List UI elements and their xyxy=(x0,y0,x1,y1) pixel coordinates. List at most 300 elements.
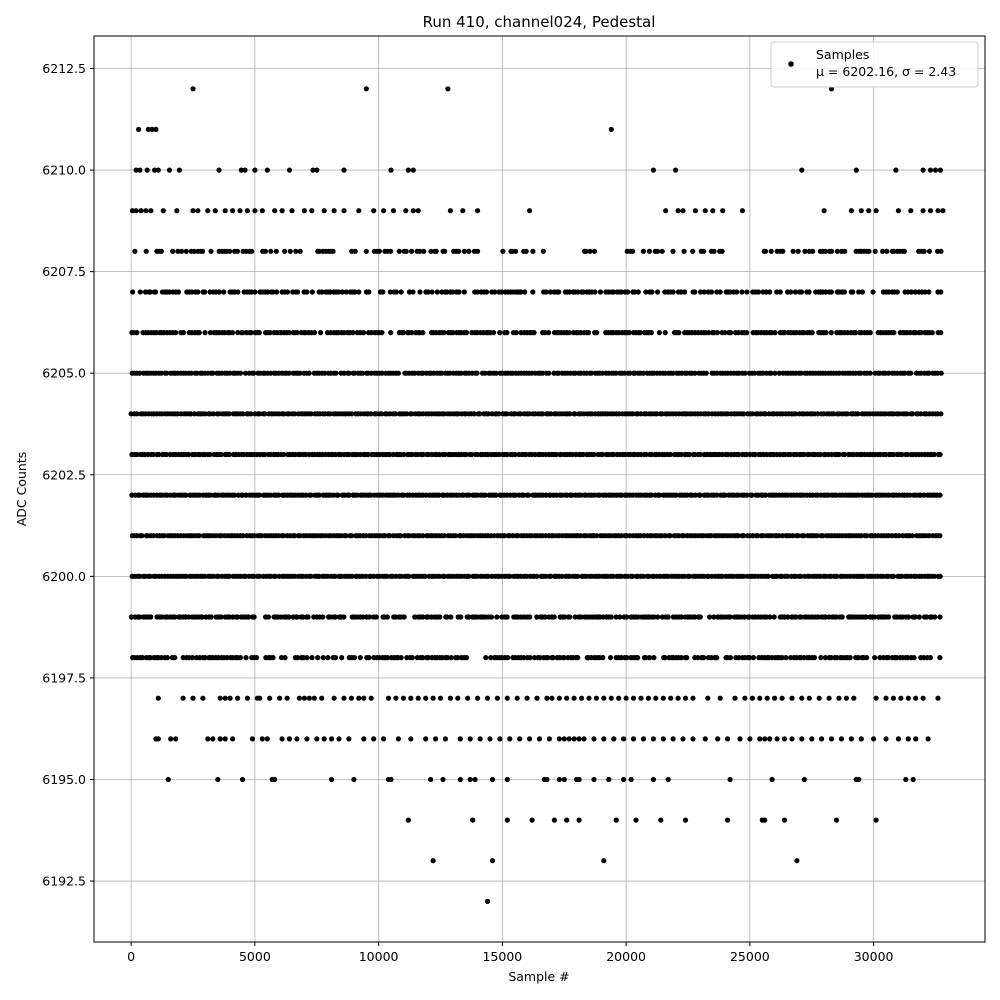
data-point xyxy=(673,168,678,173)
data-point xyxy=(709,289,714,294)
data-point xyxy=(331,249,336,254)
data-point xyxy=(921,696,926,701)
data-point xyxy=(448,696,453,701)
y-tick-label: 6195.0 xyxy=(42,771,86,787)
data-point xyxy=(249,249,254,254)
data-point xyxy=(728,655,733,660)
data-point xyxy=(464,330,469,335)
data-point xyxy=(257,330,262,335)
data-point xyxy=(272,208,277,213)
data-point xyxy=(896,208,901,213)
data-point xyxy=(333,371,338,376)
data-point xyxy=(505,655,510,660)
data-point xyxy=(470,818,475,823)
data-point xyxy=(314,168,319,173)
data-point xyxy=(438,696,443,701)
data-point xyxy=(631,696,636,701)
data-point xyxy=(310,289,315,294)
data-point xyxy=(891,330,896,335)
data-point xyxy=(928,168,933,173)
data-point xyxy=(532,330,537,335)
data-point xyxy=(159,249,164,254)
data-point xyxy=(416,696,421,701)
data-point xyxy=(449,655,454,660)
data-point xyxy=(866,249,871,254)
data-point xyxy=(883,736,888,741)
data-point xyxy=(411,208,416,213)
data-point xyxy=(552,818,557,823)
data-point xyxy=(371,208,376,213)
data-point xyxy=(307,371,312,376)
y-tick-label: 6205.0 xyxy=(42,365,86,381)
data-point xyxy=(802,777,807,782)
data-point xyxy=(442,249,447,254)
data-point xyxy=(938,249,943,254)
data-point xyxy=(817,696,822,701)
data-point xyxy=(230,736,235,741)
data-point xyxy=(842,289,847,294)
data-point xyxy=(725,818,730,823)
y-tick-label: 6210.0 xyxy=(42,162,86,178)
data-point xyxy=(527,614,532,619)
data-point xyxy=(287,168,292,173)
data-point xyxy=(780,249,785,254)
data-point xyxy=(179,249,184,254)
data-point xyxy=(544,777,549,782)
data-point xyxy=(341,208,346,213)
x-tick-label: 0 xyxy=(127,949,136,964)
y-tick-label: 6202.5 xyxy=(42,467,86,483)
data-point xyxy=(789,736,794,741)
data-point xyxy=(297,696,302,701)
data-point xyxy=(810,249,815,254)
data-point xyxy=(195,289,200,294)
data-point xyxy=(280,736,285,741)
data-point xyxy=(927,249,932,254)
data-point xyxy=(767,736,772,741)
data-point xyxy=(277,696,282,701)
data-point xyxy=(403,208,408,213)
data-point xyxy=(829,289,834,294)
data-point xyxy=(205,208,210,213)
data-point xyxy=(166,777,171,782)
data-point xyxy=(352,655,357,660)
data-point xyxy=(649,289,654,294)
data-point xyxy=(891,696,896,701)
data-point xyxy=(772,696,777,701)
data-point xyxy=(265,736,270,741)
data-point xyxy=(762,736,767,741)
data-point xyxy=(409,249,414,254)
data-point xyxy=(260,736,265,741)
data-point xyxy=(631,736,636,741)
data-point xyxy=(361,736,366,741)
data-point xyxy=(638,696,643,701)
data-point xyxy=(718,696,723,701)
data-point xyxy=(235,249,240,254)
data-point xyxy=(859,208,864,213)
data-point xyxy=(134,208,139,213)
data-point xyxy=(215,777,220,782)
data-point xyxy=(230,208,235,213)
data-point xyxy=(601,696,606,701)
data-point xyxy=(874,696,879,701)
data-point xyxy=(374,614,379,619)
data-point xyxy=(406,168,411,173)
data-point xyxy=(636,289,641,294)
data-point xyxy=(871,289,876,294)
data-point xyxy=(168,736,173,741)
data-point xyxy=(765,696,770,701)
data-point xyxy=(851,696,856,701)
x-tick-label: 25000 xyxy=(729,949,770,964)
data-point xyxy=(399,289,404,294)
data-point xyxy=(306,614,311,619)
data-point xyxy=(567,736,572,741)
legend-series-name: Samples xyxy=(816,47,870,62)
data-point xyxy=(304,655,309,660)
data-point xyxy=(272,777,277,782)
data-point xyxy=(614,818,619,823)
data-point xyxy=(223,736,228,741)
data-point xyxy=(671,289,676,294)
data-point xyxy=(856,777,861,782)
data-point xyxy=(245,208,250,213)
data-point xyxy=(143,208,148,213)
data-point xyxy=(676,330,681,335)
data-point xyxy=(522,289,527,294)
data-point xyxy=(134,330,139,335)
data-point xyxy=(772,330,777,335)
data-point xyxy=(720,249,725,254)
data-point xyxy=(859,736,864,741)
data-point xyxy=(557,736,562,741)
data-point xyxy=(938,330,943,335)
data-point xyxy=(868,330,873,335)
data-point xyxy=(410,655,415,660)
data-point xyxy=(757,696,762,701)
data-point xyxy=(705,696,710,701)
data-point xyxy=(320,614,325,619)
data-point xyxy=(431,858,436,863)
data-point xyxy=(653,696,658,701)
data-point xyxy=(500,249,505,254)
data-point xyxy=(572,696,577,701)
data-point xyxy=(660,249,665,254)
data-point xyxy=(579,696,584,701)
data-point xyxy=(200,696,205,701)
data-point xyxy=(591,777,596,782)
x-tick-label: 5000 xyxy=(238,949,271,964)
data-point xyxy=(935,696,940,701)
data-point xyxy=(184,249,189,254)
data-point xyxy=(829,736,834,741)
data-point xyxy=(388,777,393,782)
data-point xyxy=(770,777,775,782)
data-point xyxy=(744,330,749,335)
data-point xyxy=(842,249,847,254)
data-point xyxy=(464,655,469,660)
data-point xyxy=(902,249,907,254)
data-point xyxy=(208,249,213,254)
data-point xyxy=(153,289,158,294)
data-point xyxy=(490,858,495,863)
data-point xyxy=(756,289,761,294)
data-point xyxy=(683,818,688,823)
data-point xyxy=(788,289,793,294)
data-point xyxy=(266,614,271,619)
data-point xyxy=(827,696,832,701)
data-point xyxy=(322,208,327,213)
data-point xyxy=(701,249,706,254)
data-point xyxy=(854,168,859,173)
data-point xyxy=(608,655,613,660)
data-point xyxy=(170,249,175,254)
data-point xyxy=(606,777,611,782)
data-point xyxy=(562,777,567,782)
data-point xyxy=(939,371,944,376)
data-point xyxy=(938,289,943,294)
data-point xyxy=(468,736,473,741)
data-point xyxy=(819,736,824,741)
data-point xyxy=(173,330,178,335)
data-point xyxy=(917,614,922,619)
data-point xyxy=(794,858,799,863)
data-point xyxy=(221,289,226,294)
data-point xyxy=(935,208,940,213)
data-point xyxy=(475,696,480,701)
data-point xyxy=(621,736,626,741)
data-point xyxy=(485,696,490,701)
data-point xyxy=(938,411,943,416)
data-point xyxy=(148,208,153,213)
data-point xyxy=(274,289,279,294)
data-point xyxy=(190,208,195,213)
x-axis-label: Sample # xyxy=(508,969,570,984)
data-point xyxy=(341,168,346,173)
data-point xyxy=(775,736,780,741)
data-point xyxy=(710,208,715,213)
data-point xyxy=(440,777,445,782)
data-point xyxy=(541,249,546,254)
data-point xyxy=(829,249,834,254)
data-point xyxy=(176,289,181,294)
data-point xyxy=(789,696,794,701)
data-point xyxy=(586,330,591,335)
data-point xyxy=(156,168,161,173)
data-point xyxy=(611,736,616,741)
data-point xyxy=(812,655,817,660)
data-point xyxy=(810,330,815,335)
data-point xyxy=(475,249,480,254)
data-point xyxy=(423,696,428,701)
data-point xyxy=(680,208,685,213)
data-point xyxy=(288,249,293,254)
data-point xyxy=(312,330,317,335)
data-point xyxy=(295,289,300,294)
data-point xyxy=(285,289,290,294)
data-point xyxy=(799,696,804,701)
data-point xyxy=(670,249,675,254)
data-point xyxy=(860,289,865,294)
data-point xyxy=(265,168,270,173)
data-point xyxy=(173,736,178,741)
data-point xyxy=(693,208,698,213)
data-point xyxy=(216,168,221,173)
data-point xyxy=(913,736,918,741)
data-point xyxy=(366,655,371,660)
data-point xyxy=(137,168,142,173)
data-point xyxy=(928,655,933,660)
data-point xyxy=(213,208,218,213)
data-point xyxy=(601,736,606,741)
data-point xyxy=(552,614,557,619)
data-point xyxy=(546,330,551,335)
data-point xyxy=(818,655,823,660)
data-point xyxy=(780,696,785,701)
data-point xyxy=(289,208,294,213)
data-point xyxy=(701,655,706,660)
data-point xyxy=(399,655,404,660)
data-point xyxy=(839,736,844,741)
data-point xyxy=(202,289,207,294)
data-point xyxy=(167,168,172,173)
data-point xyxy=(849,208,854,213)
data-point xyxy=(456,249,461,254)
data-point xyxy=(319,696,324,701)
data-point xyxy=(720,208,725,213)
data-point xyxy=(505,614,510,619)
data-point xyxy=(388,168,393,173)
data-point xyxy=(562,736,567,741)
data-point xyxy=(556,289,561,294)
data-point xyxy=(200,249,205,254)
data-point xyxy=(750,696,755,701)
data-point xyxy=(217,289,222,294)
data-point xyxy=(462,289,467,294)
data-point xyxy=(668,696,673,701)
data-point xyxy=(682,249,687,254)
data-point xyxy=(433,736,438,741)
data-point xyxy=(601,858,606,863)
data-point xyxy=(380,289,385,294)
data-point xyxy=(250,736,255,741)
data-point xyxy=(263,249,268,254)
data-point xyxy=(298,249,303,254)
data-point xyxy=(353,249,358,254)
data-point xyxy=(489,614,494,619)
data-point xyxy=(546,371,551,376)
data-point xyxy=(430,289,435,294)
data-point xyxy=(809,736,814,741)
data-point xyxy=(581,736,586,741)
data-point xyxy=(341,696,346,701)
data-point xyxy=(834,818,839,823)
x-tick-label: 10000 xyxy=(358,949,399,964)
data-point xyxy=(197,330,202,335)
data-point xyxy=(791,249,796,254)
data-point xyxy=(329,736,334,741)
data-point xyxy=(336,736,341,741)
data-point xyxy=(525,696,530,701)
data-point xyxy=(394,289,399,294)
data-point xyxy=(895,289,900,294)
data-point xyxy=(136,127,141,132)
data-point xyxy=(218,696,223,701)
data-point xyxy=(703,208,708,213)
data-point xyxy=(661,736,666,741)
data-point xyxy=(161,208,166,213)
data-point xyxy=(682,289,687,294)
data-point xyxy=(181,330,186,335)
data-point xyxy=(740,208,745,213)
data-point xyxy=(172,655,177,660)
data-point xyxy=(325,655,330,660)
data-point xyxy=(202,330,207,335)
data-point xyxy=(625,289,630,294)
data-point xyxy=(932,614,937,619)
data-point xyxy=(505,818,510,823)
data-point xyxy=(396,736,401,741)
data-point xyxy=(218,736,223,741)
data-point xyxy=(655,614,660,619)
data-point xyxy=(408,696,413,701)
data-point xyxy=(322,736,327,741)
data-point xyxy=(655,249,660,254)
data-point xyxy=(883,696,888,701)
x-tick-label: 20000 xyxy=(606,949,647,964)
data-point xyxy=(575,655,580,660)
data-point xyxy=(937,493,942,498)
x-tick-label: 30000 xyxy=(853,949,894,964)
data-point xyxy=(807,696,812,701)
data-point xyxy=(494,614,499,619)
data-point xyxy=(237,208,242,213)
data-point xyxy=(549,696,554,701)
data-point xyxy=(195,208,200,213)
data-point xyxy=(928,208,933,213)
data-point xyxy=(364,249,369,254)
data-point xyxy=(260,208,265,213)
data-point xyxy=(304,736,309,741)
data-point xyxy=(683,696,688,701)
data-point xyxy=(242,168,247,173)
data-point xyxy=(437,614,442,619)
data-point xyxy=(782,818,787,823)
data-point xyxy=(903,777,908,782)
data-point xyxy=(369,696,374,701)
data-point xyxy=(388,249,393,254)
data-point xyxy=(252,614,257,619)
data-point xyxy=(911,777,916,782)
data-point xyxy=(240,777,245,782)
data-point xyxy=(651,736,656,741)
data-point xyxy=(385,614,390,619)
data-point xyxy=(893,168,898,173)
data-point xyxy=(190,86,195,91)
data-point xyxy=(871,736,876,741)
data-point xyxy=(358,655,363,660)
data-point xyxy=(849,736,854,741)
data-point xyxy=(646,696,651,701)
data-point xyxy=(401,696,406,701)
data-point xyxy=(393,696,398,701)
data-point xyxy=(478,736,483,741)
data-point xyxy=(649,330,654,335)
data-point xyxy=(655,289,660,294)
data-point xyxy=(391,208,396,213)
data-point xyxy=(339,655,344,660)
